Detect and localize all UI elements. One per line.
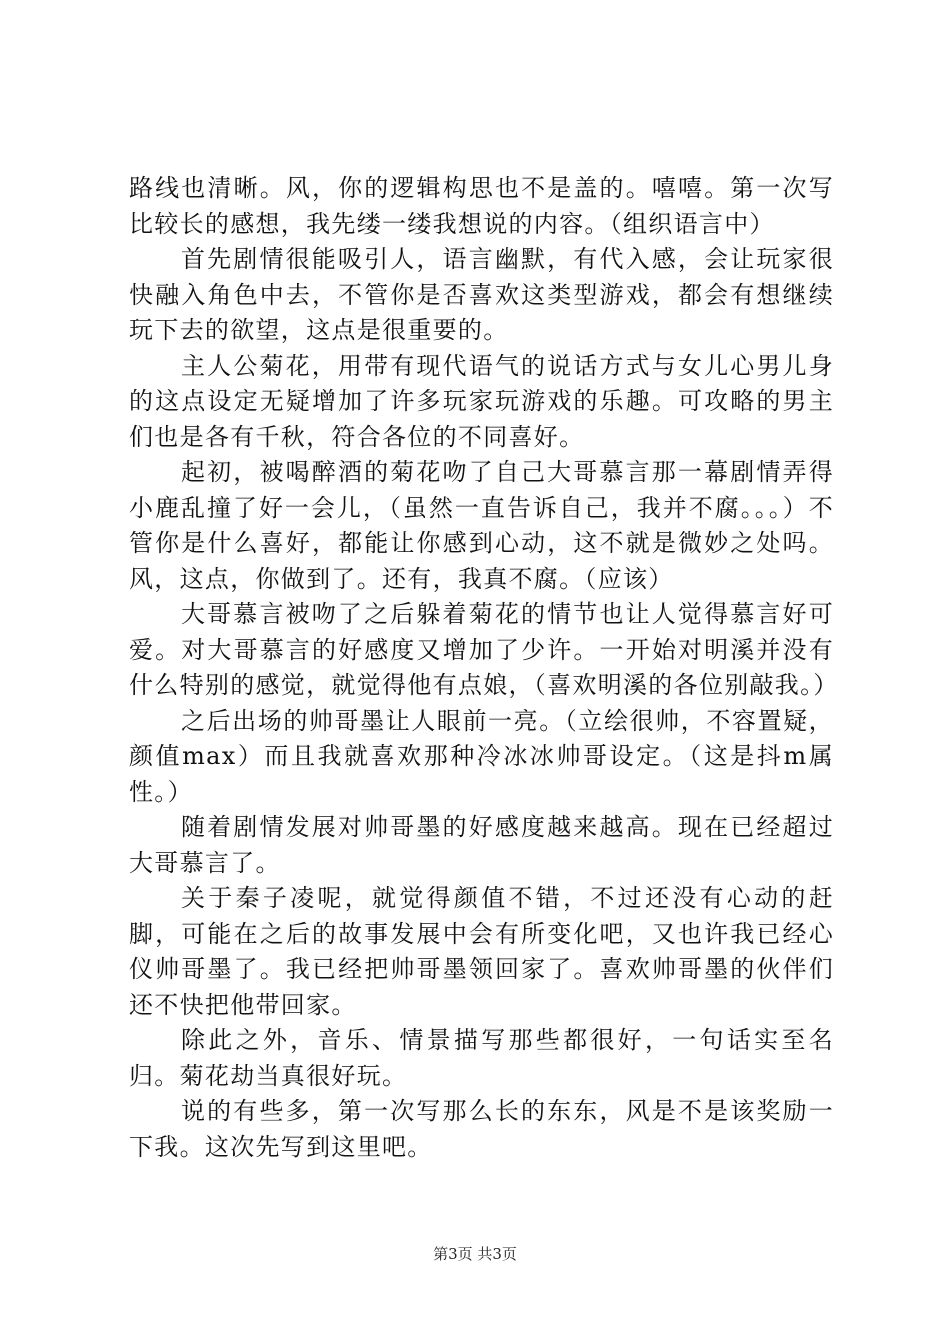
paragraph: 主人公菊花，用带有现代语气的说话方式与女儿心男儿身的这点设定无疑增加了许多玩家玩游戏的乐趣。可攻略的男主们也是各有千秋，符合各位的不同喜好。: [129, 351, 834, 451]
paragraph: 关于秦子凌呢，就觉得颜值不错，不过还没有心动的赶脚，可能在之后的故事发展中会有所变化吧，又也许我已经心仪帅哥墨了。我已经把帅哥墨领回家了。喜欢帅哥墨的伙伴们还不快把他带回家。: [129, 884, 834, 1019]
paragraph: 随着剧情发展对帅哥墨的好感度越来越高。现在已经超过大哥慕言了。: [129, 813, 834, 877]
page-number-footer: 第3页 共3页: [433, 1245, 517, 1263]
paragraph: 首先剧情很能吸引人，语言幽默，有代入感，会让玩家很快融入角色中去，不管你是否喜欢这类型游戏，都会有想继续玩下去的欲望，这点是很重要的。: [129, 245, 834, 344]
document-body: [129, 171, 839, 1165]
paragraph: 之后出场的帅哥墨让人眼前一亮。（立绘很帅，不容置疑，颜值max）而且我就喜欢那种冷冰冰帅哥设定。（这是抖m属性。）: [129, 706, 834, 806]
paragraph: 起初，被喝醉酒的菊花吻了自己大哥慕言那一幕剧情弄得小鹿乱撞了好一会儿，（虽然一直告诉自己，我并不腐。。。）不管你是什么喜好，都能让你感到心动，这不就是微妙之处吗。风，这点，你做到了。还有，我真不腐。（应该）: [129, 458, 834, 593]
paragraph: 除此之外，音乐、情景描写那些都很好，一句话实至名归。菊花劫当真很好玩。: [129, 1026, 834, 1090]
paragraph: 说的有些多，第一次写那么长的东东，风是不是该奖励一下我。这次先写到这里吧。: [129, 1097, 834, 1161]
paragraph: 路线也清晰。风，你的逻辑构思也不是盖的。嘻嘻。第一次写比较长的感想，我先缕一缕我想说的内容。（组织语言中）: [129, 174, 834, 238]
paragraph: 大哥慕言被吻了之后躲着菊花的情节也让人觉得慕言好可爱。对大哥慕言的好感度又增加了少许。一开始对明溪并没有什么特别的感觉，就觉得他有点娘，（喜欢明溪的各位别敲我。）: [129, 600, 839, 699]
